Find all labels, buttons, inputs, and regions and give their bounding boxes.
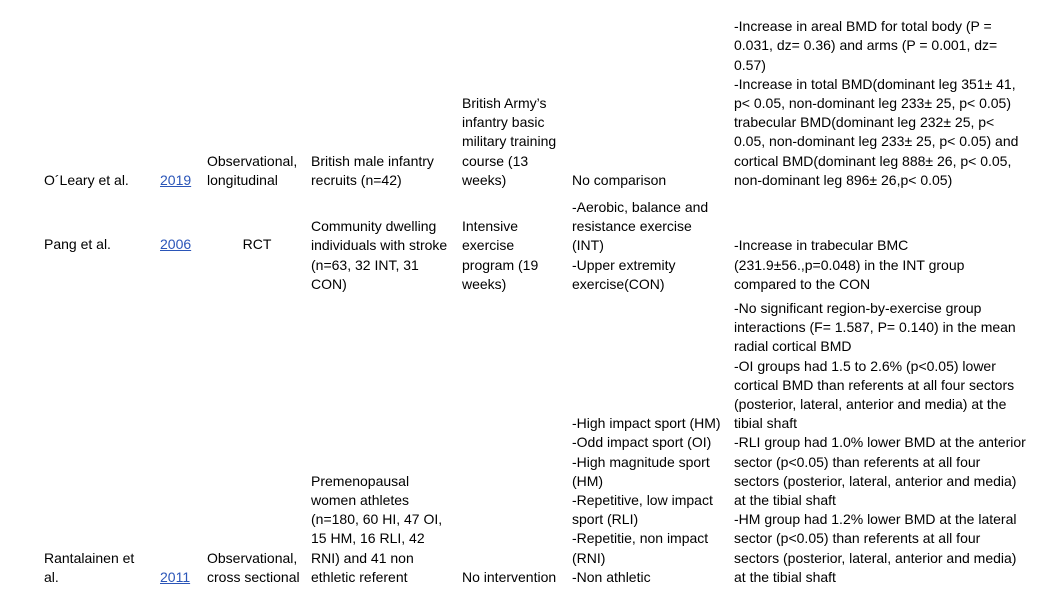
outcome-line: trabecular BMD(dominant leg 232± 25, p<: [734, 114, 995, 131]
outcome-line: sectors (posterior, lateral, anterior and media): [734, 549, 1017, 566]
author-cell: O´Leary et al.: [44, 171, 129, 188]
outcome-line: 0.031, dz= 0.36) and arms (P = 0.001, dz=: [734, 37, 998, 54]
table-row: [0, 299, 1050, 587]
author-cell: Rantalainen et al.: [44, 549, 135, 585]
outcome-line: at the tibial shaft: [734, 568, 836, 585]
outcome-cell: [734, 196, 1028, 294]
outcome-line: compared to the CON: [734, 275, 871, 292]
population-cell: Community dwelling individuals with stroke (n=63, 32 INT, 31 CON): [311, 218, 448, 292]
outcome-line: p< 0.05, non-dominant leg 233± 25, p< 0.05): [734, 94, 1011, 111]
outcome-line: -HM group had 1.2% lower BMD at the lateral: [734, 511, 1017, 528]
comparison-cell: No comparison: [572, 171, 667, 188]
outcome-line: at the tibial shaft: [734, 491, 836, 508]
outcome-line: interactions (F= 1.587, P= 0.140) in the mean: [734, 319, 1016, 336]
outcome-line: -Increase in areal BMD for total body (P =: [734, 18, 992, 35]
outcome-line: -No significant region-by-exercise group: [734, 299, 982, 316]
outcome-line: sector (p<0.05) than referents at all four: [734, 530, 981, 547]
population-cell: British male infantry recruits (n=42): [311, 152, 434, 188]
intervention-cell: No intervention: [462, 568, 557, 585]
year-link[interactable]: 2011: [160, 568, 191, 585]
outcome-line: -RLI group had 1.0% lower BMD at the anterior: [734, 434, 1026, 451]
outcome-line: tibial shaft: [734, 415, 798, 432]
design-cell: RCT: [242, 236, 272, 253]
outcome-line: -OI groups had 1.5 to 2.6% (p<0.05) lower: [734, 357, 996, 374]
intervention-cell: Intensive exercise program (19 weeks): [462, 218, 539, 292]
year-link[interactable]: 2006: [160, 236, 192, 253]
year-cell: [160, 299, 204, 587]
outcome-line: (231.9±56.,p=0.048) in the INT group: [734, 256, 965, 273]
outcome-line: (posterior, lateral, anterior and media) at the: [734, 395, 1007, 412]
outcome-line: sectors (posterior, lateral, anterior and media): [734, 472, 1017, 489]
outcome-line: 0.05, non-dominant leg 233± 25, p< 0.05) and: [734, 133, 1019, 150]
intervention-cell: British Army’s infantry basic military training course (13 weeks): [462, 94, 557, 188]
outcome-line: non-dominant leg 896± 26,p< 0.05): [734, 171, 953, 188]
author-cell: Pang et al.: [44, 236, 111, 253]
table-row: [0, 196, 1050, 294]
design-cell: Observational, cross sectional: [207, 549, 300, 585]
outcome-line: cortical BMD(dominant leg 888± 26, p< 0.05,: [734, 152, 1012, 169]
outcome-line: radial cortical BMD: [734, 338, 852, 355]
year-link[interactable]: 2019: [160, 171, 192, 188]
design-cell: Observational, longitudinal: [207, 152, 298, 188]
outcome-cell: [734, 16, 1028, 190]
comparison-cell: -Aerobic, balance and resistance exercise (INT) -Upper extremity exercise(CON): [572, 198, 709, 292]
outcome-line: -Increase in total BMD(dominant leg 351± 41,: [734, 75, 1016, 92]
outcome-line: sector (p<0.05) than referents at all four: [734, 453, 981, 470]
outcome-line: -Increase in trabecular BMC: [734, 237, 909, 254]
outcome-line: 0.57): [734, 56, 766, 73]
outcome-line: cortical BMD than referents at all four sectors: [734, 376, 1015, 393]
comparison-cell: -High impact sport (HM) -Odd impact sport (OI) -High magnitude sport (HM) -Repetitive, low impact sport (RLI) -Repetitie, non impact (RNI) -Non athletic: [572, 415, 721, 585]
outcome-cell: [734, 299, 1028, 587]
population-cell: Premenopausal women athletes (n=180, 60 HI, 47 OI, 15 HM, 16 RLI, 42 RNI) and 41 non ethletic referent: [311, 472, 443, 585]
